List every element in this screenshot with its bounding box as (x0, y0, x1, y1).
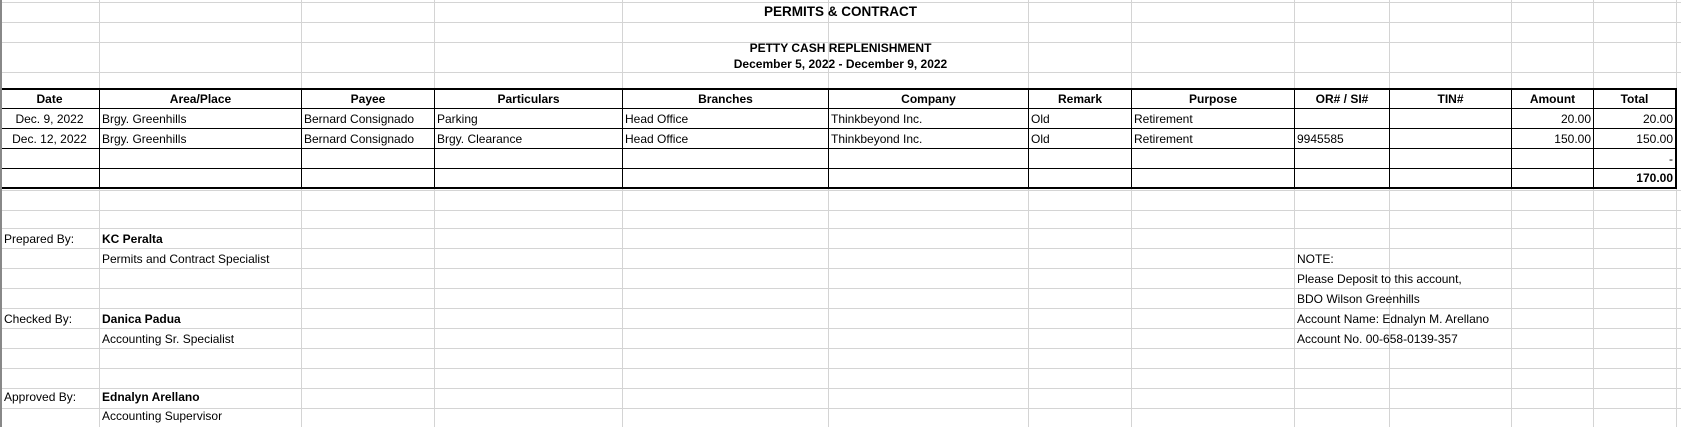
column-header-amount: Amount (1529, 92, 1576, 106)
note-line-2: BDO Wilson Greenhills (1297, 292, 1420, 306)
table-cell-amount[interactable]: 20.00 (1560, 112, 1591, 126)
report-date-range: December 5, 2022 - December 9, 2022 (733, 57, 948, 71)
checked-by-name: Danica Padua (102, 312, 181, 326)
table-cell-purpose[interactable]: Retirement (1134, 112, 1193, 126)
table-cell-particulars[interactable]: Parking (437, 112, 478, 126)
column-header-or-si: OR# / SI# (1315, 92, 1369, 106)
checked-by-label: Checked By: (4, 312, 73, 326)
table-cell-date[interactable]: Dec. 9, 2022 (15, 112, 84, 126)
column-header-purpose: Purpose (1188, 92, 1237, 106)
table-cell-payee[interactable]: Bernard Consignado (304, 112, 415, 126)
table-cell-company[interactable]: Thinkbeyond Inc. (831, 132, 923, 146)
approved-by-title: Accounting Supervisor (102, 409, 223, 423)
table-cell-remark[interactable]: Old (1031, 132, 1050, 146)
table-cell-tin[interactable] (1390, 109, 1511, 129)
column-header-company: Company (901, 92, 956, 106)
table-cell-total[interactable]: - (1669, 152, 1673, 166)
column-header-total: Total (1620, 92, 1649, 106)
column-header-tin: TIN# (1437, 92, 1464, 106)
table-cell-remark[interactable]: Old (1031, 112, 1050, 126)
table-cell-branches[interactable]: Head Office (625, 112, 689, 126)
table-cell-amount[interactable]: 150.00 (1554, 132, 1591, 146)
report-subtitle: PETTY CASH REPLENISHMENT (749, 41, 932, 55)
approved-by-name: Ednalyn Arellano (102, 390, 200, 404)
table-cell-or-si[interactable] (1295, 109, 1389, 129)
column-header-area-place: Area/Place (169, 92, 232, 106)
table-cell-area-place[interactable]: Brgy. Greenhills (102, 132, 187, 146)
table-cell-company[interactable]: Thinkbeyond Inc. (831, 112, 923, 126)
table-cell-date[interactable]: Dec. 12, 2022 (12, 132, 87, 146)
table-cell-total[interactable]: 20.00 (1642, 112, 1673, 126)
approved-by-label: Approved By: (4, 390, 77, 404)
grand-total[interactable]: 170.00 (1636, 171, 1673, 185)
column-header-particulars: Particulars (497, 92, 560, 106)
table-cell-total[interactable]: 150.00 (1636, 132, 1673, 146)
report-title: PERMITS & CONTRACT (764, 4, 917, 19)
table-cell-or-si[interactable]: 9945585 (1297, 132, 1344, 146)
table-cell-purpose[interactable]: Retirement (1134, 132, 1193, 146)
table-cell-particulars[interactable]: Brgy. Clearance (437, 132, 523, 146)
note-heading: NOTE: (1297, 252, 1334, 266)
note-line-1: Please Deposit to this account, (1297, 272, 1462, 286)
prepared-by-name: KC Peralta (102, 232, 163, 246)
table-cell-tin[interactable] (1390, 129, 1511, 149)
table-cell-branches[interactable]: Head Office (625, 132, 689, 146)
note-line-3: Account Name: Ednalyn M. Arellano (1297, 312, 1490, 326)
column-header-date: Date (36, 92, 63, 106)
table-cell-payee[interactable]: Bernard Consignado (304, 132, 415, 146)
note-line-4: Account No. 00-658-0139-357 (1297, 332, 1458, 346)
prepared-by-title: Permits and Contract Specialist (102, 252, 270, 266)
column-header-branches: Branches (698, 92, 753, 106)
column-header-payee: Payee (350, 92, 386, 106)
column-header-remark: Remark (1057, 92, 1103, 106)
table-cell-area-place[interactable]: Brgy. Greenhills (102, 112, 187, 126)
prepared-by-label: Prepared By: (4, 232, 75, 246)
checked-by-title: Accounting Sr. Specialist (102, 332, 235, 346)
